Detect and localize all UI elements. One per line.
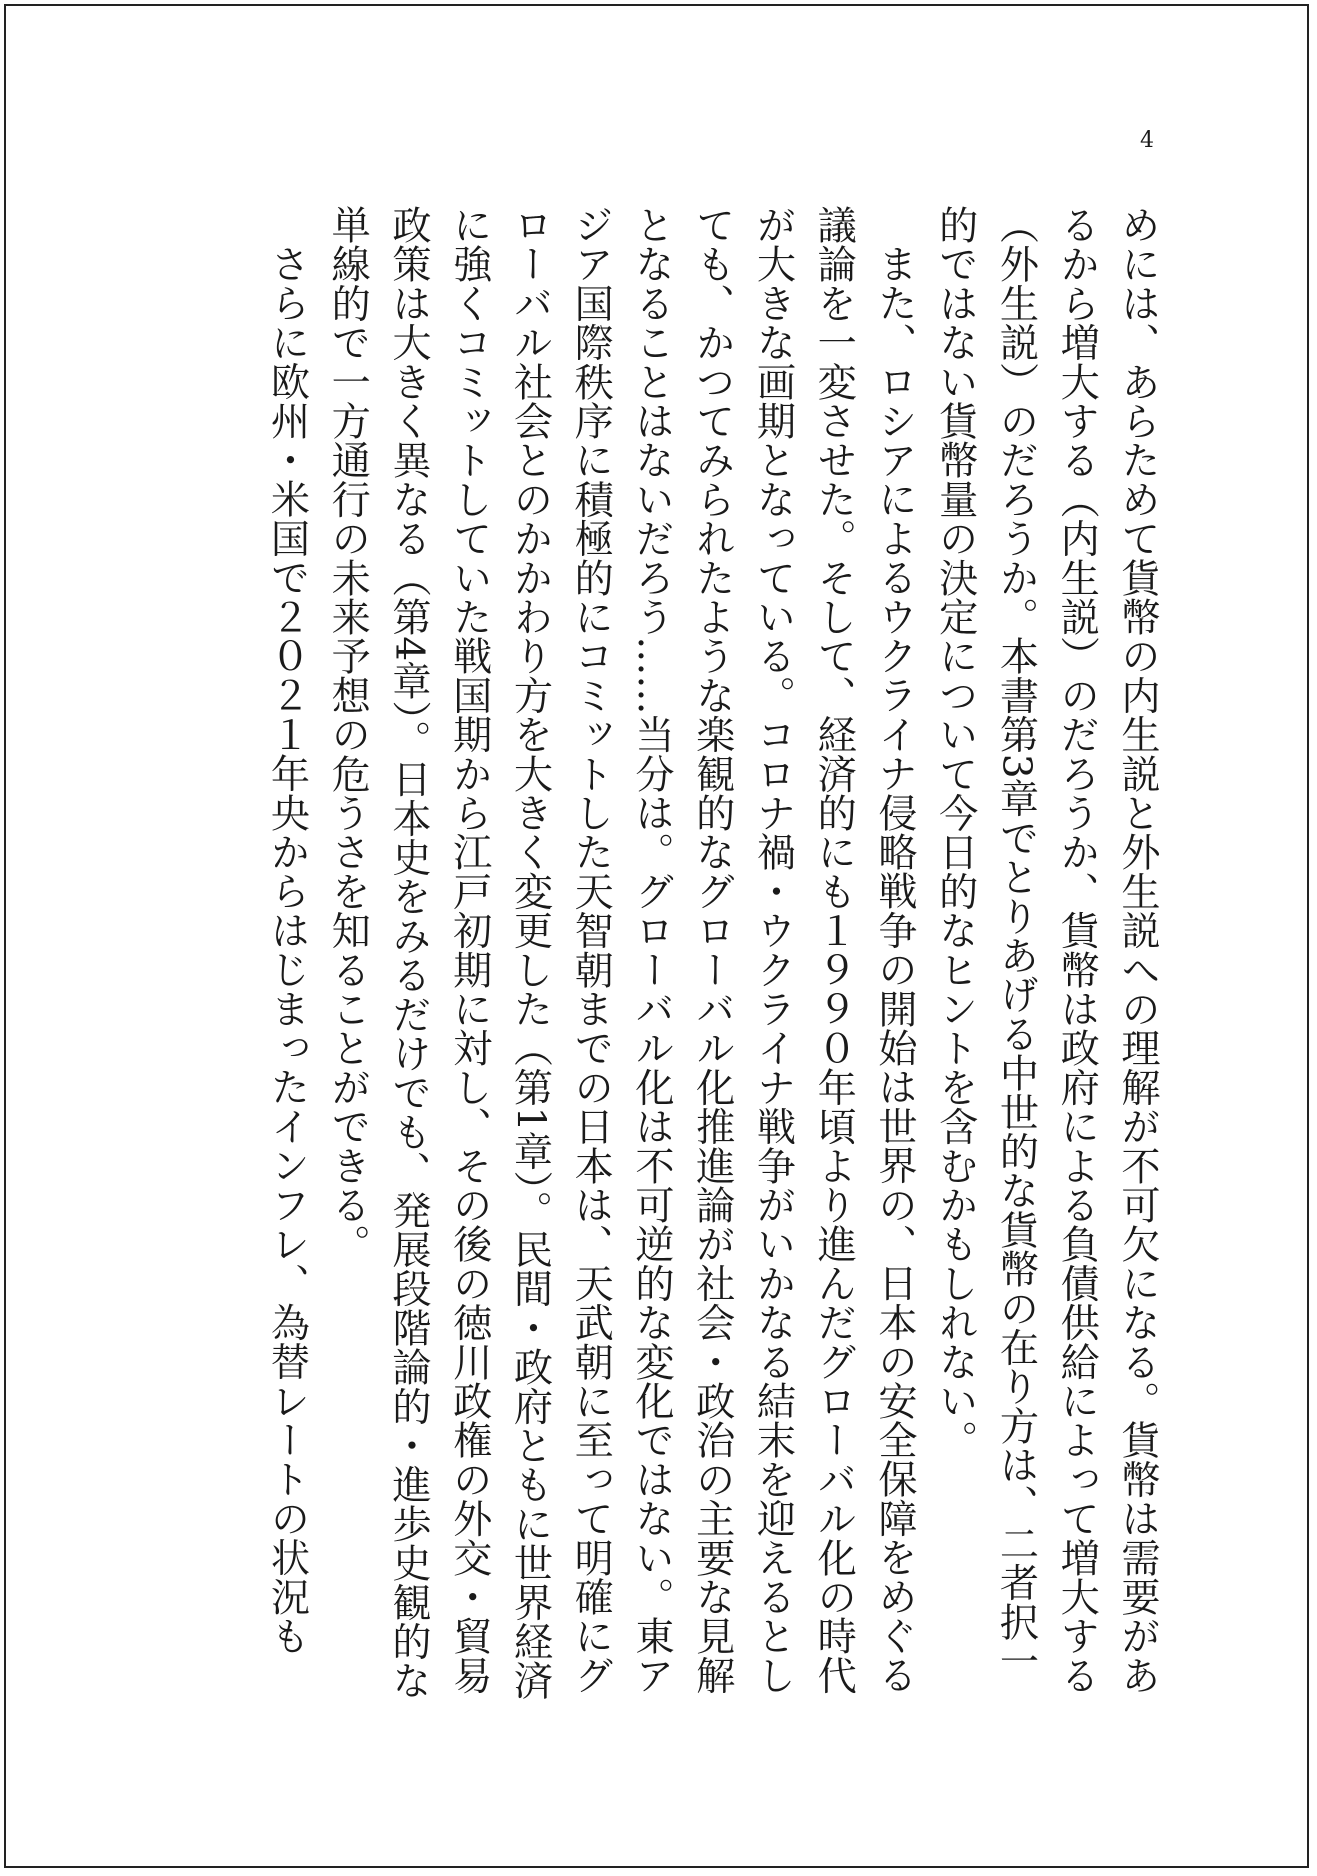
paragraph-3: さらに欧州・米国で２０２１年央からはじまったインフレ、為替レートの状況も xyxy=(264,244,310,1656)
page-number: 4 xyxy=(1140,128,1154,153)
body-text xyxy=(67,205,1167,1705)
paragraph-2: また、ロシアによるウクライナ侵略戦争の開始は世界の、日本の安全保障をめぐる議論を一変させた。そして、経済的にも１９９０年頃より進んだグローバル化の時代が大きな画期となっている。コロナ禍・ウクライナ戦争がいかなる結末を迎えるとしても、かつてみられたような楽観的なグローバル化推進論が社会・政治の主要な見解となることはないだろう……当分は。グローバル化は不可逆的な変化ではない。東アジア国際秩序に積極的にコミットした天智朝までの日本は、天武朝に至って明確にグローバル社会とのかかわり方を大きく変更した（第1章）。民間・政府ともに世界経済に強くコミットしていた戦国期から江戸初期に対し、その後の徳川政権の外交・貿易政策は大きく異なる（第4章）。日本史をみるだけでも、発展段階論的・進歩史観的な単線的で一方通行の未来予想の危うさを知ることができる。 xyxy=(325,205,917,1700)
paragraph-1: めには、あらためて貨幣の内生説と外生説への理解が不可欠になる。貨幣は需要があるから増大する（内生説）のだろうか、貨幣は政府による負債供給によって増大する（外生説）のだろうか。本書第3章でとりあげる中世的な貨幣の在り方は、二者択一的ではない貨幣量の決定について今日的なヒントを含むかもしれない。 xyxy=(932,205,1160,1695)
